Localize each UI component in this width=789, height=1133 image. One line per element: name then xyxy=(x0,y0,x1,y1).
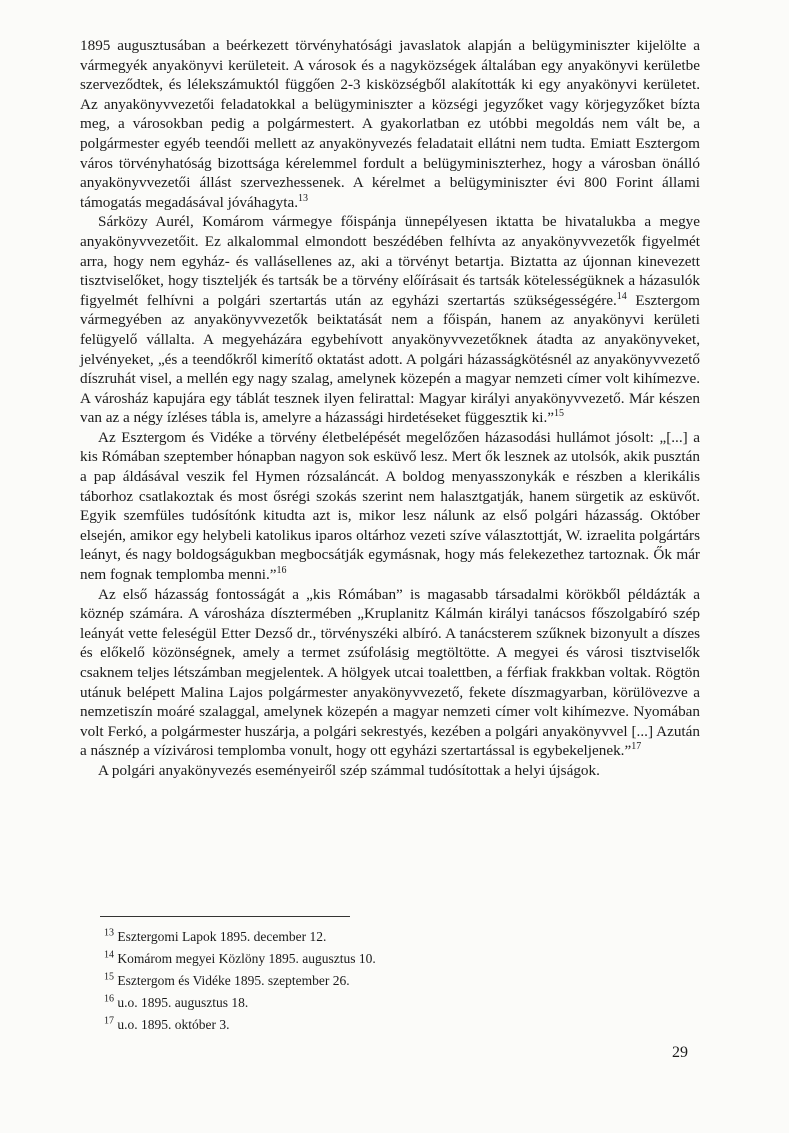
footnote-13: $^{13}$ Esztergomi Lapok 1895. december 12. xyxy=(104,927,327,944)
paragraph-5: A polgári anyakönyvezés eseményeiről szép számmal tudósítottak a helyi újságok. xyxy=(98,761,600,779)
page-number: 29 xyxy=(672,1044,688,1061)
footnote-14: $^{14}$ Komárom megyei Közlöny 1895. augusztus 10. xyxy=(104,949,376,966)
paragraph-1: 1895 augusztusában a beérkezett törvényhatósági javaslatok alapján a belügyminiszter kijelölte a vármegyék anyakönyvi kerületeit. A városok és a nagyközségek általában egy anyakönyvi kerületbe szerveződtek, és lélekszámuktól függően 2-3 kisközségből alakították ki egy anyakönyvi kerületet. Az anyakönyvvezetői feladatokkal a belügyminiszter a községi jegyzőket vagy körjegyzőket bízta meg, a városokban pedig a polgármestert. A gyakorlatban ez utóbbi megoldás nem vált be, a polgármester egyéb teendői mellett az anyakönyvezés feladatait ellátni nem tudta. Emiatt Esztergom város törvényhatóság bizottsága kérelemmel fordult a belügyminiszterhez, hogy a városban önálló anyakönyvvezetői állást szervezhessenek. A kérelmet a belügyminiszter évi 800 Forint állami támogatás megadásával jóváhagyta.$^{13}$ xyxy=(80,37,700,211)
footnote-16: $^{16}$ u.o. 1895. augusztus 18. xyxy=(104,993,249,1010)
footnote-ref-16: 16 xyxy=(276,564,287,576)
body-text xyxy=(80,36,700,781)
paragraph-4: Az első házasság fontosságát a „kis Rómában” is magasabb társadalmi körökből példázták a köznép számára. A városháza dísztermében „Kruplanitz Kálmán királyi tanácsos főszolgabíró szép leányát vette feleségül Etter Dezső dr., törvényszéki albíró. A tanácsterem szűknek bizonyult a díszes és előkelő közönségnek, amely a termet zsúfolásig megtöltötte. A megyei és városi tisztviselők csaknem teljes létszámban megjelentek. A hölgyek utcai toalettben, a férfiak frakkban voltak. Rögtön utánuk belépett Malina Lajos polgármester anyakönyvvezető, fekete díszmagyarban, körülövezve a nemzetiszín moáré szalaggal, amelynek közepén a magyar nemzeti címer volt kihímezve. Nyomában volt Ferkó, a polgármester huszárja, a polgári sekrestyés, kezében a polgári anyakönyvvel [...] Azután a násznép a vízivárosi templomba vonult, hogy ott egyházi szertartással is egybekeljenek.”$^{17}$ xyxy=(80,585,700,760)
footnote-17: $^{17}$ u.o. 1895. október 3. xyxy=(104,1015,230,1032)
footnote-ref-17: 17 xyxy=(631,741,642,753)
paragraph-3: Az Esztergom és Vidéke a törvény életbelépését megelőzően házasodási hullámot jósolt: „[...] a kis Rómában szeptember hónapban nagyon sok esküvő lesz. Mert ők lesznek az utolsók, akik pusztán a pap áldásával veszik fel Hymen rózsaláncát. A boldog menyasszonykák e részben a klerikális táborhoz csatlakoztak és most ősrégi szokás szerint nem halasztgatják, hanem sürgetik az esküvőt. Egyik szemfüles tudósítónk kitudta azt is, mikor lesz nálunk az első polgári házasság. Október elsején, amikor egy helybeli katolikus iparos oltárhoz vezeti szíve választottját, W. izraelita polgártárs leányt, és nagy boldogságukban megbocsátják egymásnak, hogy más felekezethez tartoznak. Ők már nem fognak templomba menni.”$^{16}$ xyxy=(80,428,700,584)
footnote-ref-15: 15 xyxy=(554,408,564,420)
footnote-15: $^{15}$ Esztergom és Vidéke 1895. szeptember 26. xyxy=(104,971,350,988)
footnotes xyxy=(104,926,524,1036)
footnote-ref-14: 14 xyxy=(616,290,627,302)
paragraph-2: Sárközy Aurél, Komárom vármegye főispánja ünnepélyesen iktatta be hivatalukba a megye anyakönyvvezetőit. Ez alkalommal elmondott beszédében felhívta az anyakönyvvezetők figyelmét arra, hogy nem egyház- és vallásellenes az, aki a törvényt betartja. Biztatta az újonnan kinevezett tisztviselőket, hogy tiszteljék és tartsák be a törvény előírásait és tartsák kötelességüknek a házasulók figyelmét felhívni a polgári szertartás után az egyházi szertartás szükségességére.$^{14}$ Esztergom vármegyében az anyakönyvvezetők beiktatását nem a főispán, hanem az anyakönyvi kerületi felügyelő vállalta. A megyeházára egybehívott anyakönyvvezetőknek átadta az anyakönyveket, jelvényeket, „és a teendőkről kimerítő oktatást adott. A polgári házasságkötésnél az anyakönyvvezető díszruhát visel, a mellén egy nagy szalag, amelynek közepén a magyar nemzeti címer volt kihímezve. A városház kapujára egy táblát tesznek ilyen felirattal: Magyar királyi anyakönyvvezető. Már készen van az a négy ízléses tábla is, amelyre a házassági hirdetéseket függesztik ki.”$^{15}$ xyxy=(80,213,700,427)
footnote-divider xyxy=(100,916,350,917)
footnote-ref-13: 13 xyxy=(298,192,309,204)
